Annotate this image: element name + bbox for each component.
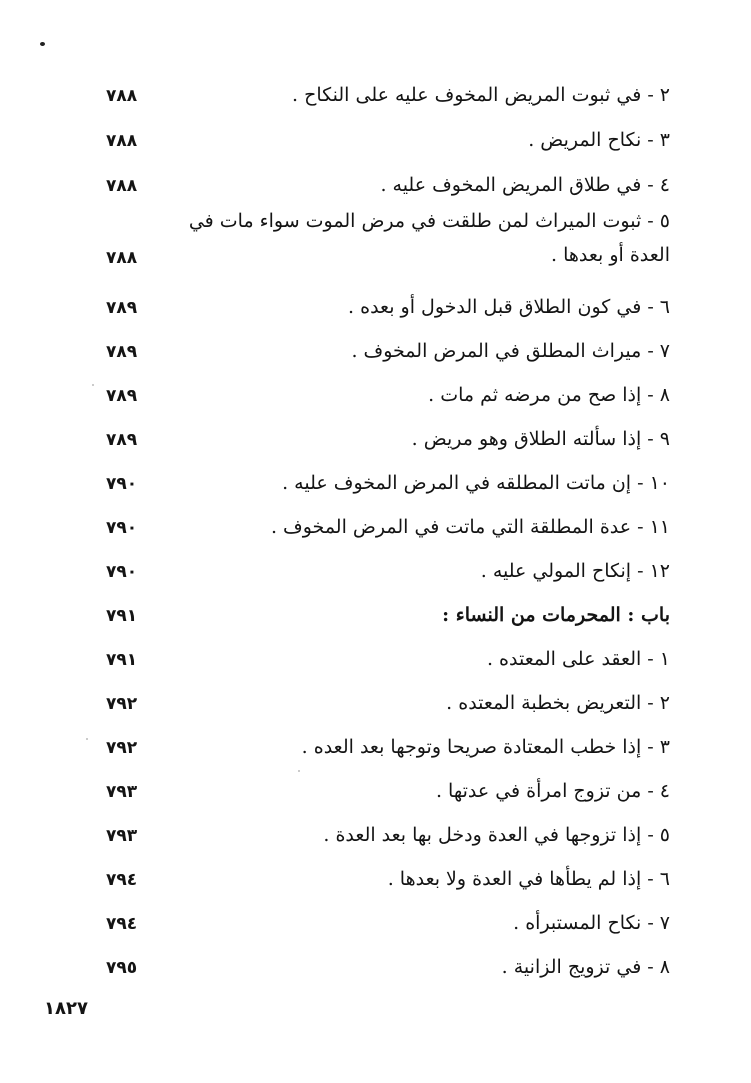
entry-title: ٥ - إذا تزوجها في العدة ودخل بها بعد العدة . xyxy=(323,824,670,846)
section-heading-title: باب : المحرمات من النساء : xyxy=(442,604,670,626)
toc-entry xyxy=(100,812,670,852)
toc-entry xyxy=(100,210,670,274)
entry-title: ٨ - في تزويج الزانية . xyxy=(501,956,670,978)
toc-entry xyxy=(100,328,670,368)
entry-page-number: ٧٨٨ xyxy=(106,86,138,106)
toc-entry xyxy=(100,856,670,896)
entry-page-number: ٧٩٣ xyxy=(106,782,138,802)
entry-page-number: ٧٩٤ xyxy=(106,870,138,890)
entry-title: ٢ - في ثبوت المريض المخوف عليه على النكاح . xyxy=(292,84,670,106)
section-heading xyxy=(100,592,670,632)
entry-page-number: ٧٩٣ xyxy=(106,826,138,846)
toc-entry xyxy=(100,372,670,412)
scan-speck xyxy=(298,770,300,772)
entry-title: ٦ - إذا لم يطأها في العدة ولا بعدها . xyxy=(387,868,670,890)
toc-entry xyxy=(100,504,670,544)
entry-title: ١٠ - إن ماتت المطلقه في المرض المخوف عليه . xyxy=(282,472,670,494)
toc-entry xyxy=(100,680,670,720)
entry-page-number: ٧٨٩ xyxy=(106,386,138,406)
entry-page-number: ٧٨٨ xyxy=(106,176,138,196)
entry-title: ١٢ - إنكاح المولي عليه . xyxy=(480,560,670,582)
toc-entry xyxy=(100,944,670,984)
toc-entry xyxy=(100,548,670,588)
entry-title: ٦ - في كون الطلاق قبل الدخول أو بعده . xyxy=(348,296,670,318)
entry-page-number: ٧٨٩ xyxy=(106,342,138,362)
entry-title: ١١ - عدة المطلقة التي ماتت في المرض المخوف . xyxy=(270,516,670,538)
entry-title: ٩ - إذا سألته الطلاق وهو مريض . xyxy=(411,428,670,450)
toc-entry xyxy=(100,724,670,764)
entry-page-number: ٧٨٨ xyxy=(106,248,138,268)
entry-title: ٤ - في طلاق المريض المخوف عليه . xyxy=(380,174,670,196)
entry-page-number: ٧٩٠ xyxy=(106,474,138,494)
entry-page-number: ٧٨٩ xyxy=(106,298,138,318)
entry-title: ٧ - نكاح المستبرأه . xyxy=(513,912,670,934)
toc-entry xyxy=(100,284,670,324)
entry-title: ٨ - إذا صح من مرضه ثم مات . xyxy=(428,384,670,406)
entry-page-number: ٧٩٥ xyxy=(106,958,138,978)
entry-page-number: ٧٨٨ xyxy=(106,131,138,151)
toc-entry xyxy=(100,636,670,676)
corner-mark xyxy=(40,42,45,46)
entry-page-number: ٧٩٤ xyxy=(106,914,138,934)
entry-page-number: ٧٩٠ xyxy=(106,562,138,582)
toc-entry xyxy=(100,460,670,500)
entry-title: ٢ - التعريض بخطبة المعتده . xyxy=(446,692,670,714)
scan-speck xyxy=(86,738,88,740)
entry-page-number: ٧٩١ xyxy=(106,606,138,626)
entry-title: ٥ - ثبوت الميراث لمن طلقت في مرض الموت سواء مات في العدة أو بعدها . xyxy=(188,210,670,266)
entry-page-number: ٧٩٢ xyxy=(106,694,138,714)
toc-entry xyxy=(100,162,670,202)
scan-speck xyxy=(92,384,94,386)
page-number: ١٨٢٧ xyxy=(44,998,88,1019)
entry-page-number: ٧٩٠ xyxy=(106,518,138,538)
entry-page-number: ٧٩١ xyxy=(106,650,138,670)
toc-entry xyxy=(100,768,670,808)
entry-title: ٤ - من تزوج امرأة في عدتها . xyxy=(435,780,670,802)
toc-entry xyxy=(100,72,670,112)
entry-page-number: ٧٨٩ xyxy=(106,430,138,450)
toc-entry xyxy=(100,900,670,940)
entry-title: ٣ - نكاح المريض . xyxy=(528,129,670,151)
entry-title: ١ - العقد على المعتده . xyxy=(486,648,670,670)
toc-entry xyxy=(100,117,670,157)
toc-entry xyxy=(100,416,670,456)
entry-title: ٧ - ميراث المطلق في المرض المخوف . xyxy=(351,340,670,362)
entry-page-number: ٧٩٢ xyxy=(106,738,138,758)
entry-title: ٣ - إذا خطب المعتادة صريحا وتوجها بعد العده . xyxy=(301,736,670,758)
